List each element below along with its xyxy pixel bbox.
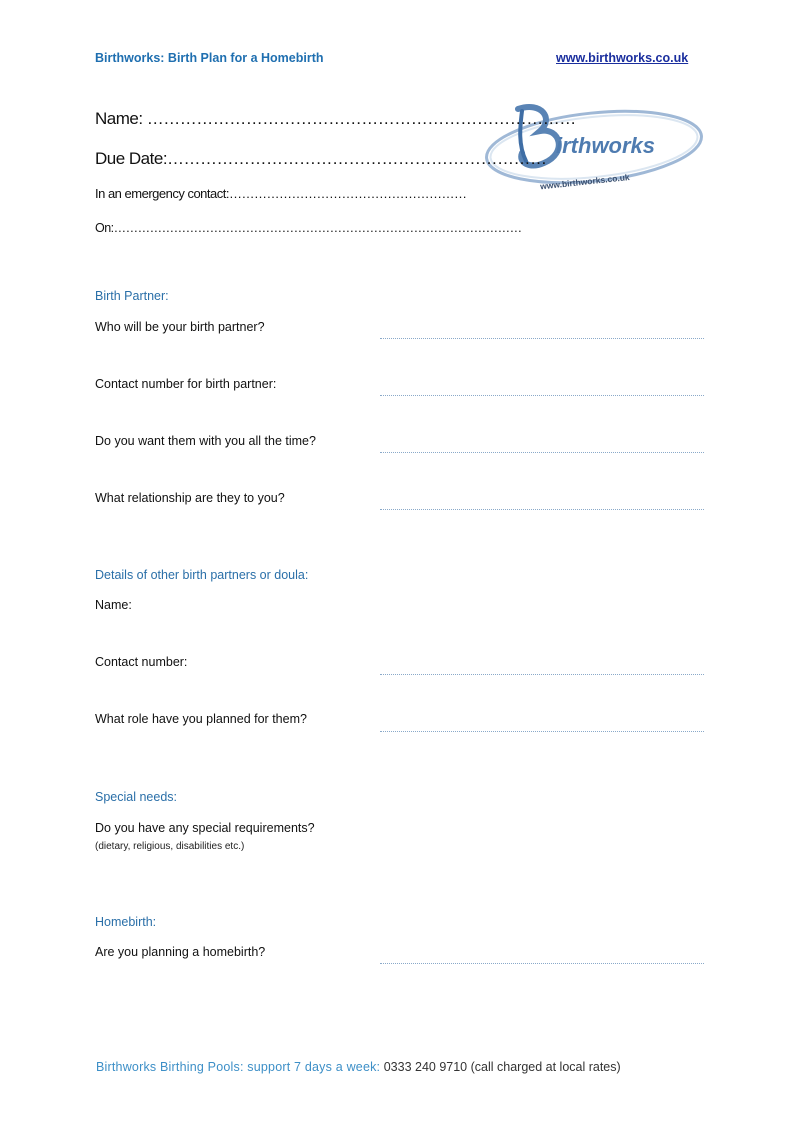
logo-url: www.birthworks.co.uk (539, 172, 631, 192)
question-other-name: Name: (95, 598, 132, 612)
answer-other-contact[interactable] (380, 662, 704, 675)
question-partner-relationship: What relationship are they to you? (95, 491, 285, 505)
answer-partner-all-time[interactable] (380, 440, 704, 453)
question-planning-homebirth: Are you planning a homebirth? (95, 945, 266, 959)
question-partner-contact: Contact number for birth partner: (95, 377, 277, 391)
special-requirements-note: (dietary, religious, disabilities etc.) (95, 841, 245, 852)
website-link[interactable]: www.birthworks.co.uk (556, 51, 689, 65)
footer-phone: 0333 240 9710 (call charged at local rates) (383, 1060, 621, 1074)
section-special-needs: Special needs: (95, 790, 178, 804)
answer-partner-contact[interactable] (380, 383, 704, 396)
question-special-requirements: Do you have any special requirements? (95, 821, 315, 835)
answer-planning-homebirth[interactable] (380, 951, 704, 964)
document-title: Birthworks: Birth Plan for a Homebirth (95, 51, 324, 65)
due-date-field-line[interactable]: Due Date:…………………………………………………………… (95, 149, 547, 168)
section-other-partners: Details of other birth partners or doula: (95, 568, 309, 582)
section-birth-partner: Birth Partner: (95, 289, 169, 303)
answer-partner-relationship[interactable] (380, 497, 704, 510)
logo-wordmark: irthworks (556, 133, 656, 158)
footer (96, 1060, 621, 1074)
answer-birth-partner[interactable] (380, 326, 704, 339)
question-other-contact: Contact number: (95, 655, 188, 669)
answer-other-role[interactable] (380, 719, 704, 732)
question-birth-partner: Who will be your birth partner? (95, 320, 265, 334)
name-field-line[interactable]: Name: …………………………………………………………………… (95, 109, 576, 128)
section-homebirth: Homebirth: (95, 915, 157, 929)
emergency-on-field-line[interactable]: On:………………………………………………………………………………………… (95, 221, 522, 235)
emergency-contact-field-line[interactable]: In an emergency contact:………………………………………………… (95, 186, 467, 201)
question-other-role: What role have you planned for them? (95, 712, 307, 726)
question-partner-all-time: Do you want them with you all the time? (95, 434, 316, 448)
footer-support-text: Birthworks Birthing Pools: support 7 days a week: (96, 1060, 381, 1074)
